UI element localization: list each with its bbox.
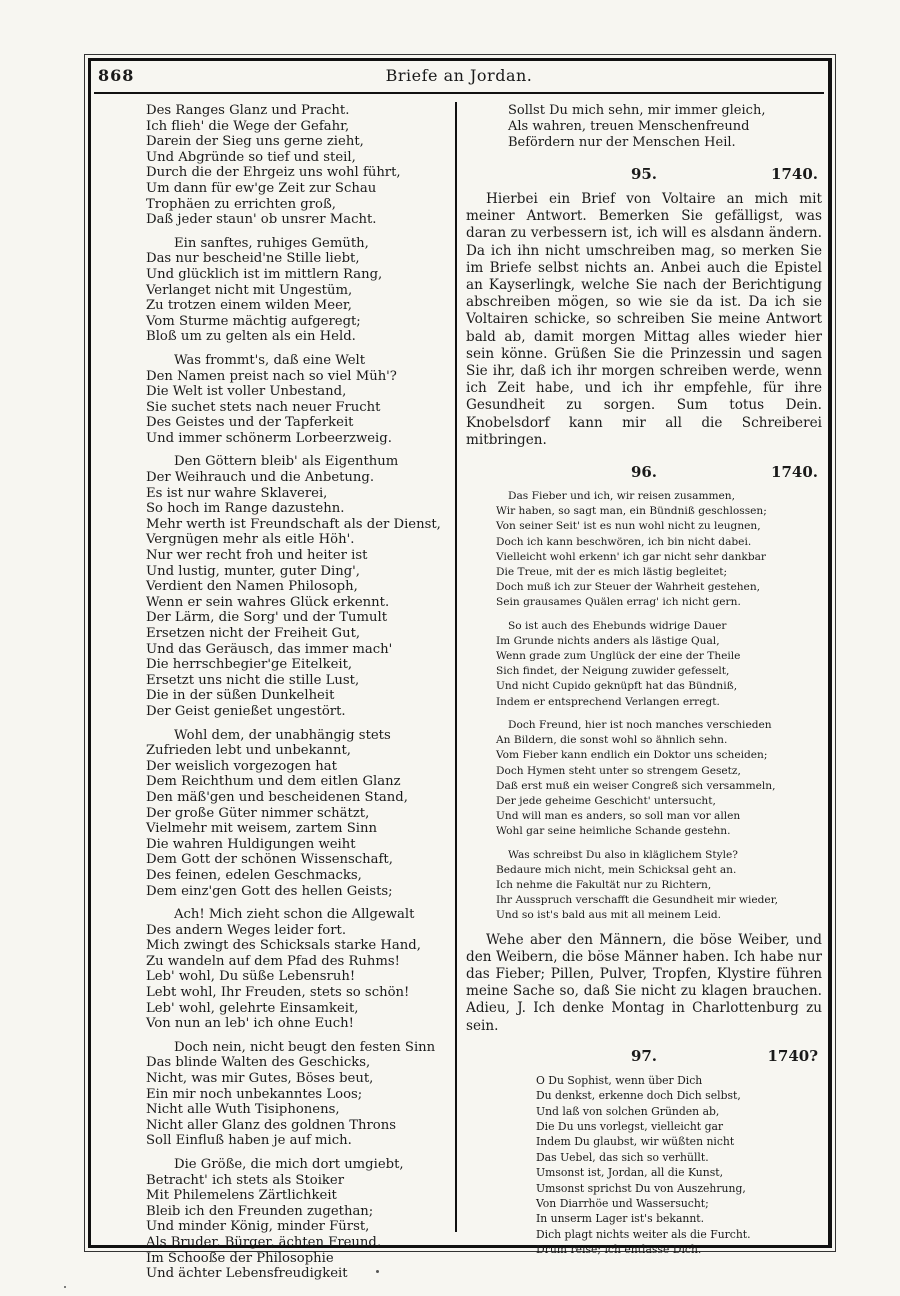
- verse-line: Doch Freund, hier ist noch manches verschieden: [508, 718, 772, 731]
- verse-line: Darein der Sieg uns gerne zieht,: [146, 134, 364, 150]
- verse-line: Von nun an leb' ich ohne Euch!: [146, 1016, 354, 1032]
- verse-line: Doch muß ich zur Steuer der Wahrheit gestehen,: [496, 581, 761, 594]
- letter-95-text: Hierbei ein Brief von Voltaire an mich mit meiner Antwort. Bemerken Sie gefälligst, was daran zu verbessern ist, ich will es alsdann ändern. Da ich ihn nicht umschreiben mag, so merken Sie im Briefe selbst nichts an. Anbei auch die Epistel an Kayserlingk, welche Sie nach der Berichtigung abschreiben mögen, so wie sie da ist. Da ich sie Voltairen schicke, so schreiben Sie meine Antwort bald ab, damit morgen Mittag alles wieder hier sein könne. Grüßen Sie die Prinzessin und sagen Sie ihr, daß ich ihr morgen schreiben werde, wenn ich Zeit habe, und ich ihr empfehle, für ihre Gesundheit zu sorgen. Sum totus Dein. Knobelsdorf kann mir all die Schreiberei mitbringen.: [466, 191, 822, 448]
- verse-line: Vom Fieber kann endlich ein Doktor uns scheiden;: [496, 749, 768, 762]
- verse-line: Die Welt ist voller Unbestand,: [146, 384, 347, 400]
- stanza: [496, 718, 822, 840]
- verse-line: Vergnügen mehr als eitle Höh'.: [146, 532, 355, 548]
- verse-line: Mehr werth ist Freundschaft als der Dienst,: [146, 516, 441, 532]
- verse-line: Von seiner Seit' ist es nun wohl nicht zu leugnen,: [496, 520, 761, 533]
- verse-line: Der große Güter nimmer schätzt,: [146, 805, 370, 821]
- stanza: [146, 236, 446, 345]
- stanza: [146, 353, 446, 447]
- verse-line: Und lustig, munter, guter Ding',: [146, 563, 360, 579]
- verse-line: Ihr Ausspruch verschafft die Gesundheit mir wieder,: [496, 894, 778, 907]
- letter-95-year: 1740.: [771, 165, 818, 183]
- verse-line: Ein mir noch unbekanntes Loos;: [146, 1086, 363, 1102]
- verse-line: Ersetzen nicht der Freiheit Gut,: [146, 626, 361, 641]
- verse-line: Des Ranges Glanz und Pracht.: [146, 103, 350, 118]
- verse-line: Doch nein, nicht beugt den festen Sinn: [174, 1039, 436, 1055]
- verse-line: Vielmehr mit weisem, zartem Sinn: [146, 821, 377, 837]
- verse-line: An Bildern, die sonst wohl so ähnlich sehn.: [496, 734, 728, 747]
- letter-96-verse: [466, 489, 822, 923]
- verse-line: Wohl gar seine heimliche Schande gestehn.: [496, 825, 731, 838]
- letter-96-prose: [466, 932, 822, 1035]
- print-speck: [64, 1286, 66, 1288]
- letter-97-header: [466, 1047, 822, 1073]
- stanza: [146, 454, 446, 719]
- verse-line: Und Abgründe so tief und steil,: [146, 149, 356, 165]
- verse-line: Nicht alle Wuth Tisiphonens,: [146, 1102, 340, 1118]
- verse-line: Und so ist's bald aus mit all meinem Leid.: [496, 909, 722, 922]
- verse-line: Um dann für ew'ge Zeit zur Schau: [146, 180, 377, 196]
- letter-96-header: [466, 463, 822, 489]
- header-rule: [94, 92, 824, 94]
- stanza: [496, 848, 822, 924]
- verse-line: Sollst Du mich sehn, mir immer gleich,: [508, 103, 766, 118]
- stanza: [146, 103, 446, 228]
- verse-line: Wenn grade zum Unglück der eine der Theile: [496, 650, 741, 663]
- verse-line: Von Diarrhöe und Wassersucht;: [536, 1197, 709, 1210]
- verse-line: Dich plagt nichts weiter als die Furcht.: [536, 1227, 751, 1241]
- letter-97-verse: [466, 1073, 822, 1258]
- letter-95-header: [466, 165, 822, 191]
- verse-line: Und minder König, minder Fürst,: [146, 1219, 370, 1235]
- letter-97-number: 97.: [630, 1046, 658, 1065]
- verse-line: Nicht aller Glanz des goldnen Throns: [146, 1117, 396, 1133]
- verse-line: Umsonst sprichst Du von Auszehrung,: [536, 1181, 746, 1195]
- verse-line: Die Treue, mit der es mich lästig begleitet;: [496, 566, 728, 579]
- verse-line: Wir haben, so sagt man, ein Bündniß geschlossen;: [496, 505, 767, 518]
- verse-line: Und nicht Cupido geknüpft hat das Bündniß,: [496, 680, 738, 693]
- verse-line: Bloß um zu gelten als ein Held.: [146, 329, 356, 345]
- stanza: [496, 619, 822, 710]
- verse-line: Und laß von solchen Gründen ab,: [536, 1104, 720, 1118]
- verse-line: Sie suchet stets nach neuer Frucht: [146, 399, 381, 415]
- verse-line: Trophäen zu errichten groß,: [146, 196, 336, 212]
- verse-line: Ach! Mich zieht schon die Allgewalt: [174, 907, 415, 923]
- verse-line: Nicht, was mir Gutes, Böses beut,: [146, 1071, 374, 1087]
- verse-line: Die wahren Huldigungen weiht: [146, 836, 356, 852]
- verse-line: Das Fieber und ich, wir reisen zusammen,: [508, 490, 735, 503]
- verse-line: Als Bruder, Bürger, ächten Freund,: [146, 1234, 382, 1250]
- verse-line: Des Geistes und der Tapferkeit: [146, 415, 354, 431]
- letter-96-year: 1740.: [771, 463, 818, 482]
- verse-line: Du denkst, erkenne doch Dich selbst,: [536, 1089, 741, 1103]
- stanza: [146, 907, 446, 1032]
- verse-line: Durch die der Ehrgeiz uns wohl führt,: [146, 165, 401, 181]
- verse-line: Den Göttern bleib' als Eigenthum: [174, 454, 399, 470]
- verse-line: Zu wandeln auf dem Pfad des Ruhms!: [146, 953, 400, 969]
- verse-line: Im Grunde nichts anders als lästige Qual,: [496, 634, 720, 647]
- verse-line: So ist auch des Ehebunds widrige Dauer: [508, 619, 727, 632]
- verse-line: Den mäß'gen und bescheidenen Stand,: [146, 789, 408, 805]
- stanza: [146, 728, 446, 900]
- print-speck: [376, 1270, 379, 1273]
- verse-line: Vom Sturme mächtig aufgeregt;: [146, 313, 361, 329]
- verse-line: Wohl dem, der unabhängig stets: [174, 727, 391, 743]
- letter-96-prose-text: Wehe aber den Männern, die böse Weiber, und den Weibern, die böse Männer haben. Ich habe nur das Fieber; Pillen, Pulver, Tropfen, Klystire führen meine Sache so, daß Sie nicht zu klagen brauchen. Adieu, J. Ich denke Montag in Charlottenburg zu sein.: [466, 931, 822, 1034]
- verse-line: Indem er entsprechend Verlangen erregt.: [496, 695, 720, 708]
- running-title: Briefe an Jordan.: [385, 66, 533, 85]
- verse-line: Was frommt's, daß eine Welt: [174, 352, 366, 368]
- verse-line: So hoch im Range dazustehn.: [146, 501, 345, 517]
- verse-line: Das blinde Walten des Geschicks,: [146, 1055, 371, 1071]
- verse-line: Daß jeder staun' ob unsrer Macht.: [146, 212, 377, 228]
- verse-line: Und will man es anders, so soll man vor allen: [496, 810, 741, 823]
- verse-line: Dem einz'gen Gott des hellen Geists;: [146, 883, 393, 899]
- verse-line: Ich flieh' die Wege der Gefahr,: [146, 118, 350, 134]
- continued-verse: [466, 103, 822, 151]
- stanza: [496, 489, 822, 611]
- page-number: 868: [98, 66, 135, 85]
- verse-line: Ein sanftes, ruhiges Gemüth,: [174, 235, 369, 251]
- verse-line: Bleib ich den Freunden zugethan;: [146, 1203, 374, 1219]
- verse-line: Bedaure mich nicht, mein Schicksal geht an.: [496, 863, 737, 876]
- verse-line: Lebt wohl, Ihr Freuden, stets so schön!: [146, 985, 410, 1001]
- verse-line: Dem Gott der schönen Wissenschaft,: [146, 852, 393, 868]
- verse-line: Wenn er sein wahres Glück erkennt.: [146, 594, 390, 610]
- verse-line: Indem Du glaubst, wir wüßten nicht: [536, 1135, 735, 1149]
- verse-line: Ersetzt uns nicht die stille Lust,: [146, 672, 360, 688]
- verse-line: Soll Einfluß haben je auf mich.: [146, 1133, 352, 1149]
- stanza: [146, 1157, 446, 1282]
- verse-line: Der weislich vorgezogen hat: [146, 758, 337, 774]
- right-column: [466, 103, 822, 1258]
- verse-line: Leb' wohl, Du süße Lebensruh!: [146, 969, 356, 985]
- verse-line: In unserm Lager ist's bekannt.: [536, 1212, 705, 1226]
- letter-95-body: [466, 191, 822, 449]
- verse-line: Nur wer recht froh und heiter ist: [146, 548, 368, 564]
- verse-line: Der Geist genießet ungestört.: [146, 703, 346, 719]
- verse-line: Des andern Weges leider fort.: [146, 922, 347, 938]
- column-divider: [455, 102, 457, 1232]
- verse-line: Die Größe, die mich dort umgiebt,: [174, 1157, 404, 1172]
- verse-line: Sein grausames Quälen errag' ich nicht gern.: [496, 596, 741, 609]
- verse-line: Doch Hymen steht unter so strengem Gesetz,: [496, 764, 741, 777]
- stanza: [146, 1040, 446, 1149]
- verse-line: Sich findet, der Neigung zuwider gefesselt,: [496, 665, 730, 678]
- left-column-poem: [146, 103, 446, 1290]
- letter-96-number: 96.: [630, 463, 658, 482]
- verse-line: Verdient den Namen Philosoph,: [146, 579, 358, 595]
- verse-line: Das nur bescheid'ne Stille liebt,: [146, 251, 360, 267]
- verse-line: Was schreibst Du also in kläglichem Style?: [508, 848, 738, 861]
- verse-line: Umsonst ist, Jordan, all die Kunst,: [536, 1166, 724, 1180]
- page-header: [94, 66, 824, 90]
- verse-line: Und glücklich ist im mittlern Rang,: [146, 266, 383, 282]
- verse-line: Als wahren, treuen Menschenfreund: [508, 119, 750, 134]
- verse-line: Der jede geheime Geschicht' untersucht,: [496, 794, 716, 807]
- verse-line: Ich nehme die Fakultät nur zu Richtern,: [496, 878, 712, 891]
- verse-line: Im Schooße der Philosophie: [146, 1250, 334, 1266]
- verse-line: Betracht' ich stets als Stoiker: [146, 1172, 345, 1188]
- verse-line: Des feinen, edelen Geschmacks,: [146, 867, 362, 883]
- verse-line: Und immer schönerm Lorbeerzweig.: [146, 430, 392, 446]
- verse-line: Es ist nur wahre Sklaverei,: [146, 485, 328, 501]
- verse-line: Dem Reichthum und dem eitlen Glanz: [146, 774, 401, 790]
- verse-line: Leb' wohl, gelehrte Einsamkeit,: [146, 1000, 359, 1016]
- verse-line: Die in der süßen Dunkelheit: [146, 688, 335, 704]
- verse-line: Der Weihrauch und die Anbetung.: [146, 470, 375, 486]
- verse-line: Und ächter Lebensfreudigkeit: [146, 1266, 348, 1282]
- letter-95-number: 95.: [630, 165, 658, 183]
- verse-line: Zu trotzen einem wilden Meer,: [146, 298, 352, 314]
- verse-line: Zufrieden lebt und unbekannt,: [146, 743, 351, 759]
- letter-97-year: 1740?: [767, 1046, 818, 1065]
- verse-line: Die herrschbegier'ge Eitelkeit,: [146, 657, 353, 673]
- verse-line: Den Namen preist nach so viel Müh'?: [146, 368, 397, 384]
- verse-line: Drum reise; ich entlasse Dich.: [536, 1243, 702, 1257]
- verse-line: Die Du uns vorlegst, vielleicht gar: [536, 1119, 724, 1133]
- verse-line: Das Uebel, das sich so verhüllt.: [536, 1150, 709, 1164]
- verse-line: Doch ich kann beschwören, ich bin nicht dabei.: [496, 535, 752, 548]
- verse-line: O Du Sophist, wenn über Dich: [536, 1073, 703, 1087]
- verse-line: Daß erst muß ein weiser Congreß sich versammeln,: [496, 779, 776, 792]
- verse-line: Mich zwingt des Schicksals starke Hand,: [146, 938, 421, 954]
- verse-line: Vielleicht wohl erkenn' ich gar nicht sehr dankbar: [496, 550, 767, 563]
- verse-line: Mit Philemelens Zärtlichkeit: [146, 1188, 337, 1204]
- verse-line: Verlanget nicht mit Ungestüm,: [146, 282, 353, 298]
- verse-line: Befördern nur der Menschen Heil.: [508, 135, 736, 150]
- verse-line: Der Lärm, die Sorg' und der Tumult: [146, 610, 388, 626]
- verse-line: Und das Geräusch, das immer mach': [146, 641, 393, 657]
